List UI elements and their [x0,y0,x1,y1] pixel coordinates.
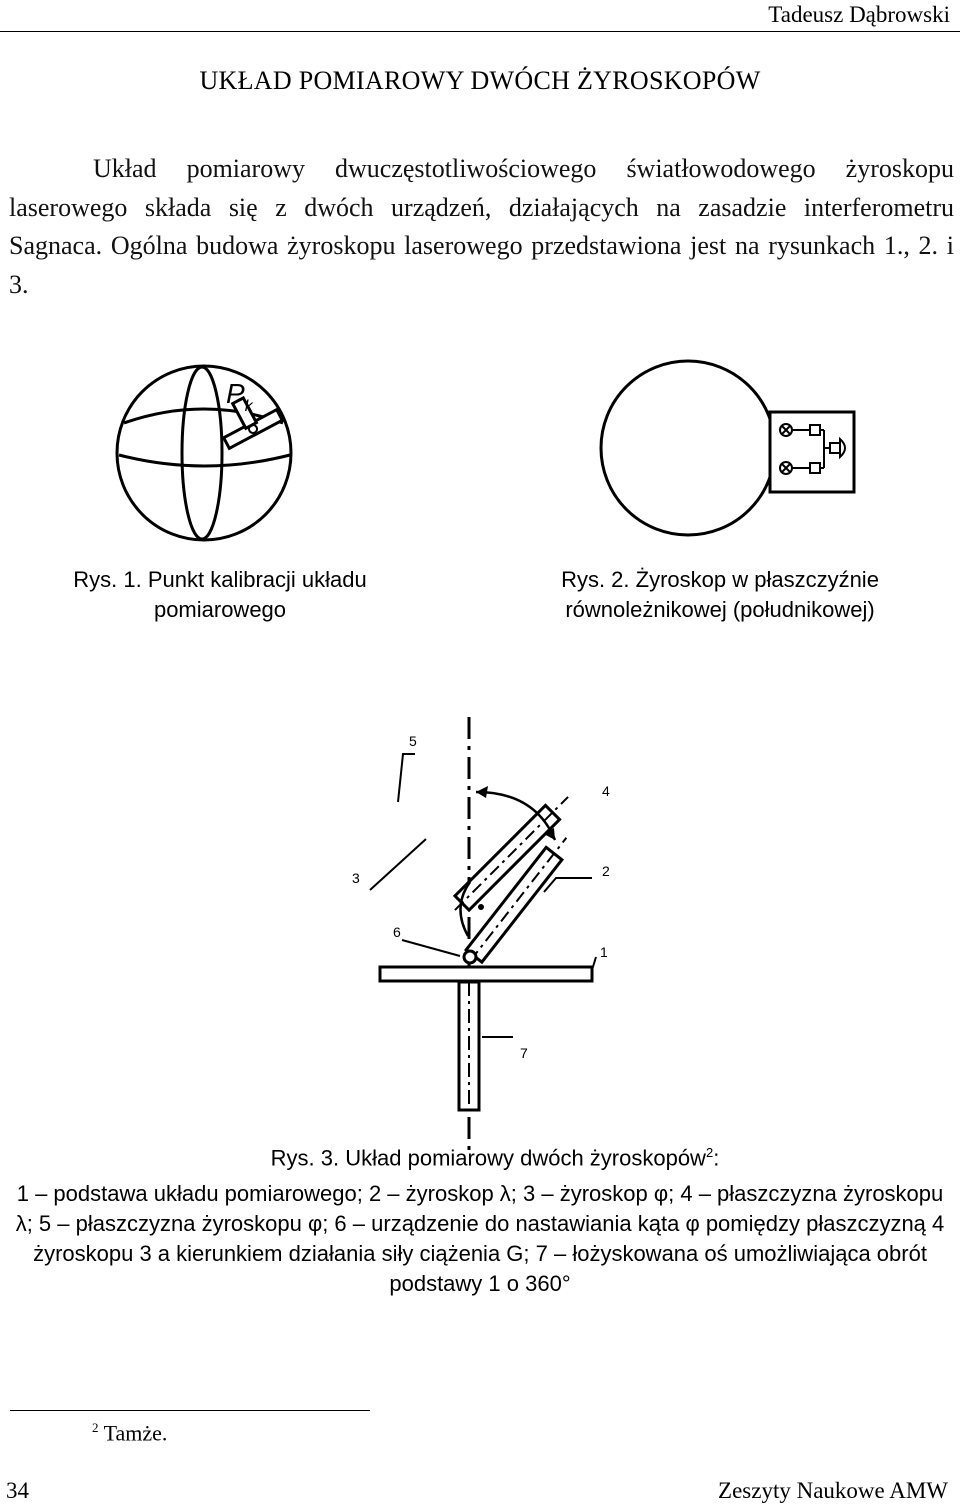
footnote-text: Tamże. [103,1420,168,1446]
leader-5 [398,754,415,802]
plane-circle [601,361,775,535]
figure-3-measurement-system [340,712,640,1152]
running-header-author: Tadeusz Dąbrowski [768,2,950,27]
section-title: UKŁAD POMIAROWY DWÓCH ŻYROSKOPÓW [199,66,761,95]
figure-1-sphere [110,355,310,555]
number-6: 6 [393,924,401,940]
header-rule [0,31,960,32]
footnote [92,1420,167,1446]
journal-name: Zeszyty Naukowe AMW [718,1478,948,1503]
figure-1-caption [40,565,400,625]
intro-paragraph [9,150,954,304]
intro-paragraph-text: Układ pomiarowy dwuczęstotliwościowego światłowodowego żyroskopu laserowego składa się z dwóch urządzeń, działających na zasadzie interferometru Sagnaca. Ogólna budowa żyroskopu laserowego przedstawiona jest na rysunkach 1., 2. i 3. [9,154,954,299]
footnote-rule [10,1410,370,1411]
figure-1-caption-line-1: Rys. 1. Punkt kalibracji układu [73,567,367,592]
number-5: 5 [409,733,417,749]
equator [119,455,290,466]
footnote-ref: 2 [705,1145,714,1160]
figure-3-caption [10,1138,950,1299]
number-3: 3 [352,870,360,886]
base-plate [380,967,592,981]
page-number: 34 [6,1478,29,1503]
figure-2-gyro-plane [596,352,860,552]
figure-3-caption-title: Rys. 3. Układ pomiarowy dwóch żyroskopów [270,1145,706,1171]
pivot-joint [464,951,476,963]
number-7: 7 [520,1045,528,1061]
sphere-outline [117,366,291,540]
meridian [182,367,222,539]
figure-2-caption-line-2: równoleżnikowej (południkowej) [565,597,875,622]
leader-2 [544,878,592,892]
figure-2-caption-line-1: Rys. 2. Żyroskop w płaszczyźnie [561,567,879,592]
leader-6 [402,940,460,956]
number-4: 4 [602,783,610,799]
figure-1-caption-line-2: pomiarowego [153,597,287,622]
figure-2-caption [520,565,920,625]
figure-3-caption-title-line: Rys. 3. Układ pomiarowy dwóch żyroskopów$^2$: [270,1145,720,1171]
number-2: 2 [602,863,610,879]
number-1: 1 [600,944,608,960]
leader-3 [370,839,426,890]
center-dot [478,904,484,910]
footnote-number: 2 [92,1420,99,1435]
leader-1 [592,957,596,970]
label-pk: $P_k$ [226,378,253,415]
figure-3-caption-body: 1 – podstawa układu pomiarowego; 2 – żyroskop λ; 3 – żyroskop φ; 4 – płaszczyzna żyroskopu λ; 5 – płaszczyzna żyroskopu φ; 6 – urządzenie do nastawiania kąta φ pomiędzy płaszczyzną 4 żyroskopu 3 a kierunkiem działania siły ciążenia G; 7 – łożyskowana oś umożliwiająca obrót podstawy 1 o 360° [15,1181,945,1297]
angle-arc-arrow-left [476,786,488,798]
